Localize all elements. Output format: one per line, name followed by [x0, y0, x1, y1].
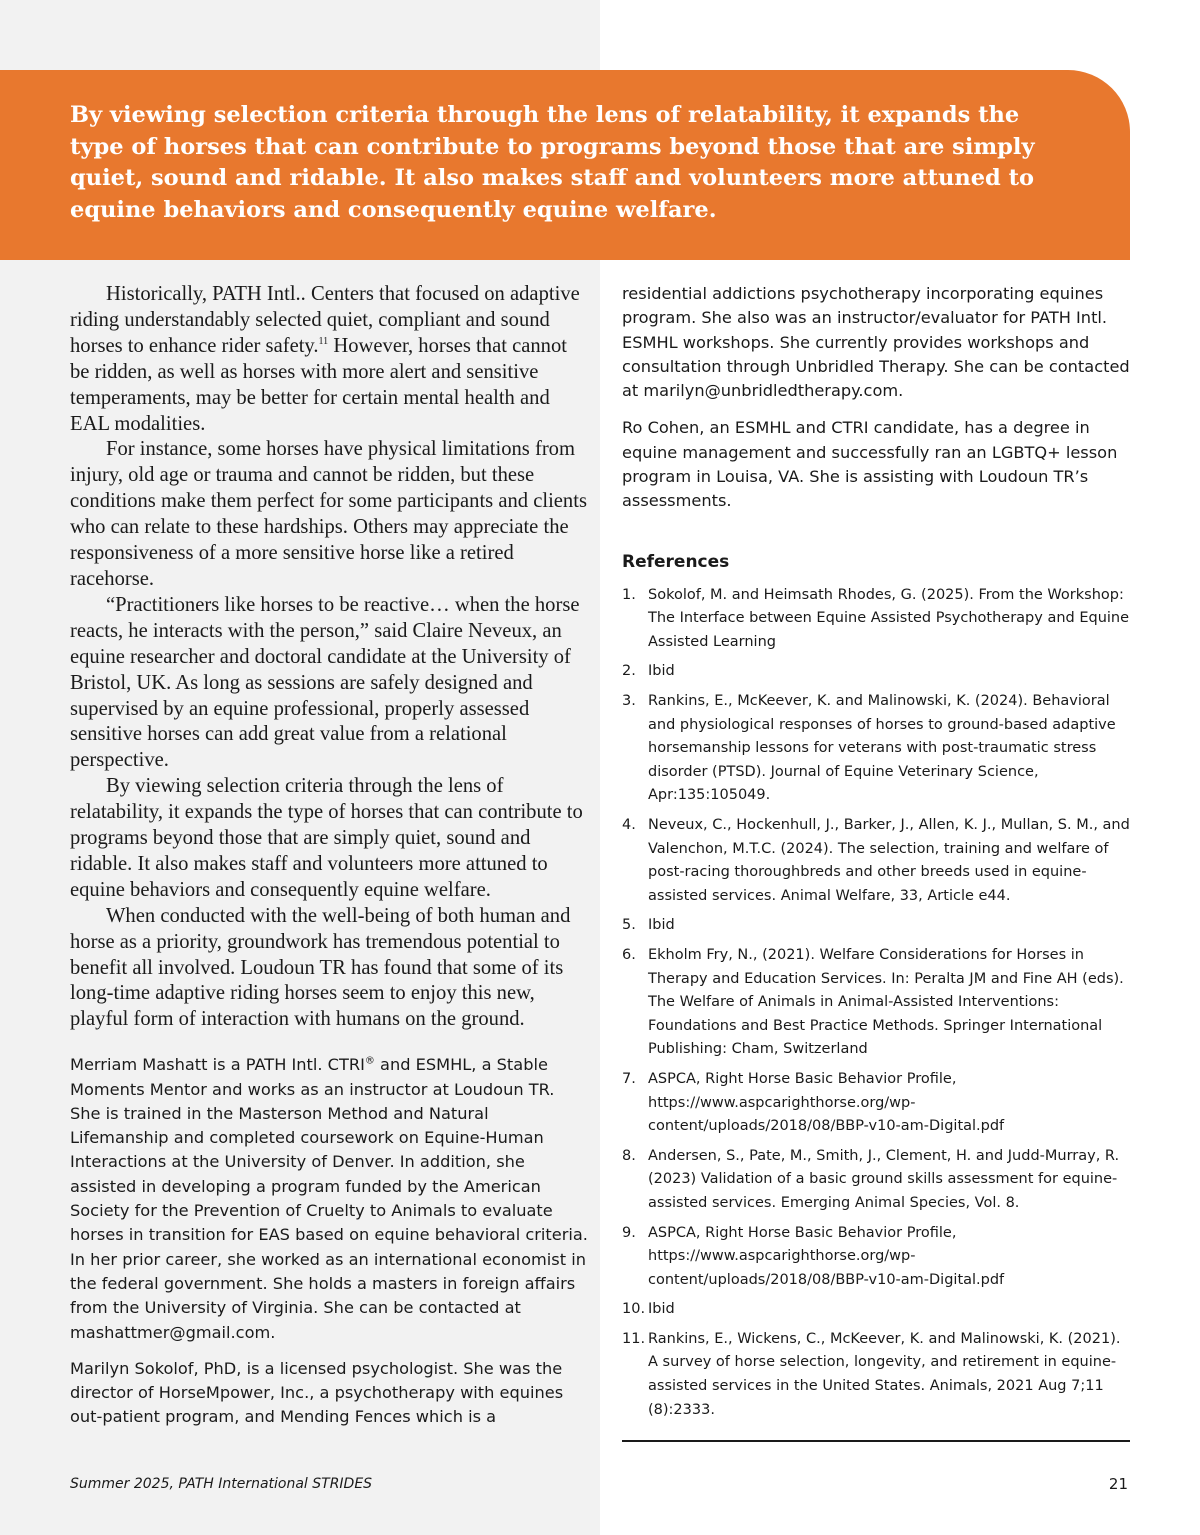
- page-number: 21: [1108, 1475, 1128, 1493]
- reference-text: ASPCA, Right Horse Basic Behavior Profile, https://www.aspcarighthorse.org/wp-content/uploads/2018/08/BBP-v10-am-Digital.pdf: [648, 1070, 1005, 1135]
- reference-text: Rankins, E., Wickens, C., McKeever, K. and Malinowski, K. (2021). A survey of horse selection, longevity, and retirement in equine-assisted services in the United States. Animals, 2021 Aug 7;11 (8):2333.: [648, 1330, 1121, 1418]
- article-paragraph-5: When conducted with the well-being of both human and horse as a priority, groundwork has tremendous potential to benefit all involved. Loudoun TR has found that some of its long-time adaptive riding horses seem to enjoy this new, playful form of interaction with humans on the ground.: [70, 904, 571, 1031]
- reference-item: [622, 914, 1134, 938]
- divider-rule: [622, 1440, 1130, 1442]
- author-bio-sokolof: Marilyn Sokolof, PhD, is a licensed psychologist. She was the director of HorseMpower, Inc., a psychotherapy with equines out-patient program, and Mending Fences which is a: [70, 1358, 564, 1427]
- author-bio-mashatt-text-cont: and ESMHL, a Stable Moments Mentor and works as an instructor at Loudoun TR. She is trained in the Masterson Method and Natural Lifemanship and completed coursework on Equine-Human Interactions at the University of Denver. In addition, she assisted in developing a program funded by the American Society for the Prevention of Cruelty to Animals to evaluate horses in transition for EAS based on equine behavioral criteria. In her prior career, she worked as an international economist in the federal government. She holds a masters in foreign affairs from the University of Virginia. She can be contacted at mashattmer@gmail.com.: [70, 1055, 588, 1342]
- reference-item: [622, 1222, 1134, 1293]
- author-bio-cohen: Ro Cohen, an ESMHL and CTRI candidate, has a degree in equine management and successfully ran an LGBTQ+ lesson program in Louisa, VA. She is assisting with Loudoun TR’s assessments.: [622, 418, 1118, 511]
- footer-publication: Summer 2025, PATH International STRIDES: [70, 1476, 373, 1492]
- reference-text: Sokolof, M. and Heimsath Rhodes, G. (2025). From the Workshop: The Interface between Equine Assisted Psychotherapy and Equine Assisted Learning: [648, 586, 1130, 650]
- author-bio-sokolof-continued: residential addictions psychotherapy incorporating equines program. She also was an instructor/evaluator for PATH Intl. ESMHL workshops. She currently provides workshops and consultation through Unbridled Therapy. She can be contacted at marilyn@unbridledtherapy.com.: [622, 284, 1130, 401]
- reference-item: [622, 690, 1134, 808]
- reference-number: 3.: [622, 693, 636, 710]
- reference-item: [622, 814, 1134, 908]
- reference-item: [622, 1328, 1134, 1422]
- reference-number: 1.: [622, 586, 636, 603]
- reference-item: [622, 660, 1134, 684]
- reference-item: [622, 944, 1134, 1062]
- article-paragraph-3: “Practitioners like horses to be reactive… when the horse reacts, he interacts with the person,” said Claire Neveux, an equine researcher and doctoral candidate at the University of Bristol, UK. As long as sessions are safely designed and supervised by an equine professional, properly assessed sensitive horses can add great value from a relational perspective.: [70, 593, 580, 772]
- reference-number: 6.: [622, 946, 636, 963]
- reference-number: 2.: [622, 663, 636, 680]
- reference-text: Ibid: [648, 1301, 675, 1318]
- reference-item: [622, 1298, 1134, 1322]
- left-column: [70, 282, 590, 1430]
- article-paragraph-1-text-cont: However, horses that cannot be ridden, as well as horses with more alert and sensitive temperaments, may be better for certain mental health and EAL modalities.: [70, 334, 567, 435]
- reference-item: [622, 584, 1134, 655]
- reference-item: [622, 1145, 1134, 1216]
- reference-text: Rankins, E., McKeever, K. and Malinowski, K. (2024). Behavioral and physiological responses of horses to ground-based adaptive horsemanship lessons for veterans with post-traumatic stress disorder (PTSD). Journal of Equine Veterinary Science, Apr:135:105049.: [648, 693, 1116, 804]
- pull-quote-text: By viewing selection criteria through the lens of relatability, it expands the type of horses that can contribute to programs beyond those that are simply quiet, sound and ridable. It also makes staff and volunteers more attuned to equine behaviors and consequently equine welfare.: [70, 102, 1035, 223]
- author-bio-mashatt: [70, 1053, 590, 1345]
- reference-item: [622, 1068, 1134, 1139]
- reference-text: Ekholm Fry, N., (2021). Welfare Considerations for Horses in Therapy and Education Services. In: Peralta JM and Fine AH (eds). The Welfare of Animals in Animal-Assisted Interventions: Foundations and Best Practice Methods. Springer International Publishing: Cham, Switzerland: [648, 946, 1124, 1058]
- reference-text: Ibid: [648, 917, 675, 934]
- reference-number: 9.: [622, 1224, 636, 1241]
- references-heading: References: [622, 551, 730, 572]
- article-paragraph-2: For instance, some horses have physical limitations from injury, old age or trauma and cannot be ridden, but these conditions make them perfect for some participants and clients who can relate to these hardships. Others may appreciate the responsiveness of a more sensitive horse like a retired racehorse.: [70, 438, 587, 590]
- article-paragraph-1: [70, 282, 590, 437]
- right-column: [622, 282, 1134, 1428]
- article-paragraph-1-text: Historically, PATH Intl.. Centers that focused on adaptive riding understandably selected quiet, compliant and sound horses to enhance rider safety.: [70, 283, 580, 357]
- reference-number: 8.: [622, 1147, 636, 1164]
- reference-number: 5.: [622, 917, 636, 934]
- footnote-marker: 11: [318, 335, 329, 347]
- reference-text: ASPCA, Right Horse Basic Behavior Profile, https://www.aspcarighthorse.org/wp-content/uploads/2018/08/BBP-v10-am-Digital.pdf: [648, 1224, 1005, 1288]
- reference-number: 10.: [622, 1301, 646, 1318]
- reference-text: Neveux, C., Hockenhull, J., Barker, J., Allen, K. J., Mullan, S. M., and Valenchon, M.T.C. (2024). The selection, training and welfare of post-racing thoroughbreds and other breeds used in equine-assisted services. Animal Welfare, 33, Article e44.: [648, 817, 1130, 904]
- reference-text: Andersen, S., Pate, M., Smith, J., Clement, H. and Judd-Murray, R. (2023) Validation of a basic ground skills assessment for equine-assisted services. Emerging Animal Species, Vol. 8.: [648, 1147, 1120, 1211]
- references-list: [622, 584, 1134, 1423]
- reference-number: 11.: [622, 1330, 646, 1347]
- reference-number: 7.: [622, 1070, 636, 1087]
- reference-number: 4.: [622, 817, 636, 834]
- reference-text: Ibid: [648, 663, 675, 680]
- article-paragraph-4: By viewing selection criteria through the lens of relatability, it expands the type of horses that can contribute to programs beyond those that are simply quiet, sound and ridable. It also makes staff and volunteers more attuned to equine behaviors and consequently equine welfare.: [70, 775, 583, 901]
- registered-mark: ®: [364, 1055, 375, 1067]
- author-bio-mashatt-text: Merriam Mashatt is a PATH Intl. CTRI: [70, 1055, 365, 1075]
